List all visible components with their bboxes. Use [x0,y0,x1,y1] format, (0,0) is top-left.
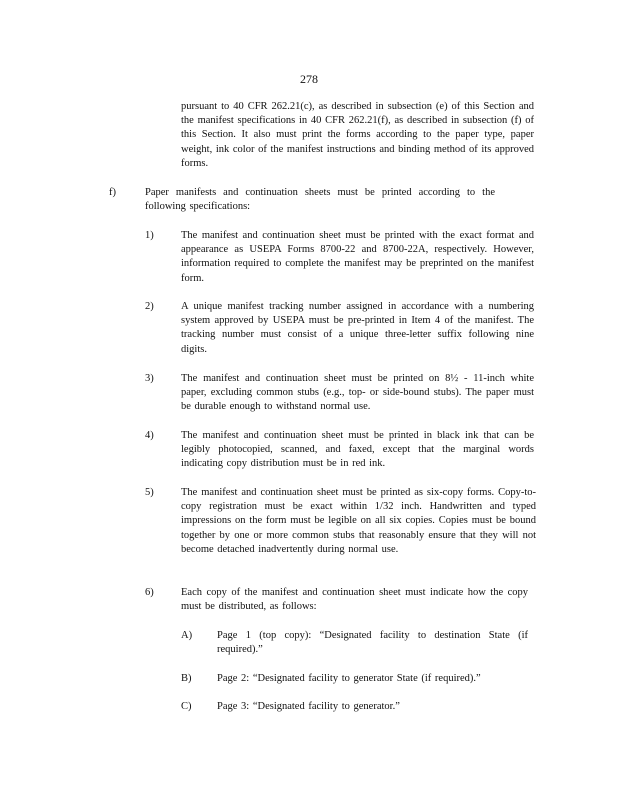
subitem-a-paragraph: Page 1 (top copy): “Designated facility to destination State (if required).” [217,630,528,656]
item-4-marker: 4) [145,430,154,441]
item-5-paragraph: The manifest and continuation sheet must be printed as six-copy forms. Copy-to-copy registration must be exact within 1/32 inch. Handwritten and typed impressions on the form must be legible on all six copies. Copies must be bound together by one or more common stubs that reasonably ensure that they will not become detached inadvertently during normal use. [181,487,536,555]
subitem-c-marker: C) [181,701,192,712]
item-5-marker: 5) [145,487,154,498]
subitem-c-paragraph: Page 3: “Designated facility to generator.” [217,701,400,712]
item-2-marker: 2) [145,301,154,312]
subitem-a-marker: A) [181,630,193,641]
intro-continuation-paragraph: pursuant to 40 CFR 262.21(c), as described in subsection (e) of this Section and the manifest specifications in 40 CFR 262.21(f), as described in subsection (f) of this Section. It also must print the forms according to the paper type, paper weight, ink color of the manifest instructions and binding method of its approved forms. [181,101,534,169]
item-3-marker: 3) [145,373,154,384]
section-f-paragraph: Paper manifests and continuation sheets must be printed according to the following specifications: [145,187,495,213]
subitem-b-paragraph: Page 2: “Designated facility to generator State (if required).” [217,673,481,684]
item-1-paragraph: The manifest and continuation sheet must be printed with the exact format and appearance as USEPA Forms 8700-22 and 8700-22A, respectively. However, information required to complete the manifest may be preprinted on the manifest form. [181,230,534,284]
item-1-marker: 1) [145,230,154,241]
subitem-b-marker: B) [181,673,192,684]
item-6-marker: 6) [145,587,154,598]
item-6-paragraph: Each copy of the manifest and continuation sheet must indicate how the copy must be distributed, as follows: [181,587,528,613]
item-2-paragraph: A unique manifest tracking number assigned in accordance with a numbering system approved by USEPA must be pre-printed in Item 4 of the manifest. The tracking number must consist of a unique three-letter suffix following nine digits. [181,301,534,355]
section-f-marker: f) [109,187,116,198]
page-number: 278 [300,72,318,86]
item-3-paragraph: The manifest and continuation sheet must be printed on 8½ - 11-inch white paper, excluding common stubs (e.g., top- or side-bound stubs). The paper must be durable enough to withstand normal use. [181,373,534,413]
item-4-paragraph: The manifest and continuation sheet must be printed in black ink that can be legibly photocopied, scanned, and faxed, except that the marginal words indicating copy distribution must be in red ink. [181,430,534,470]
